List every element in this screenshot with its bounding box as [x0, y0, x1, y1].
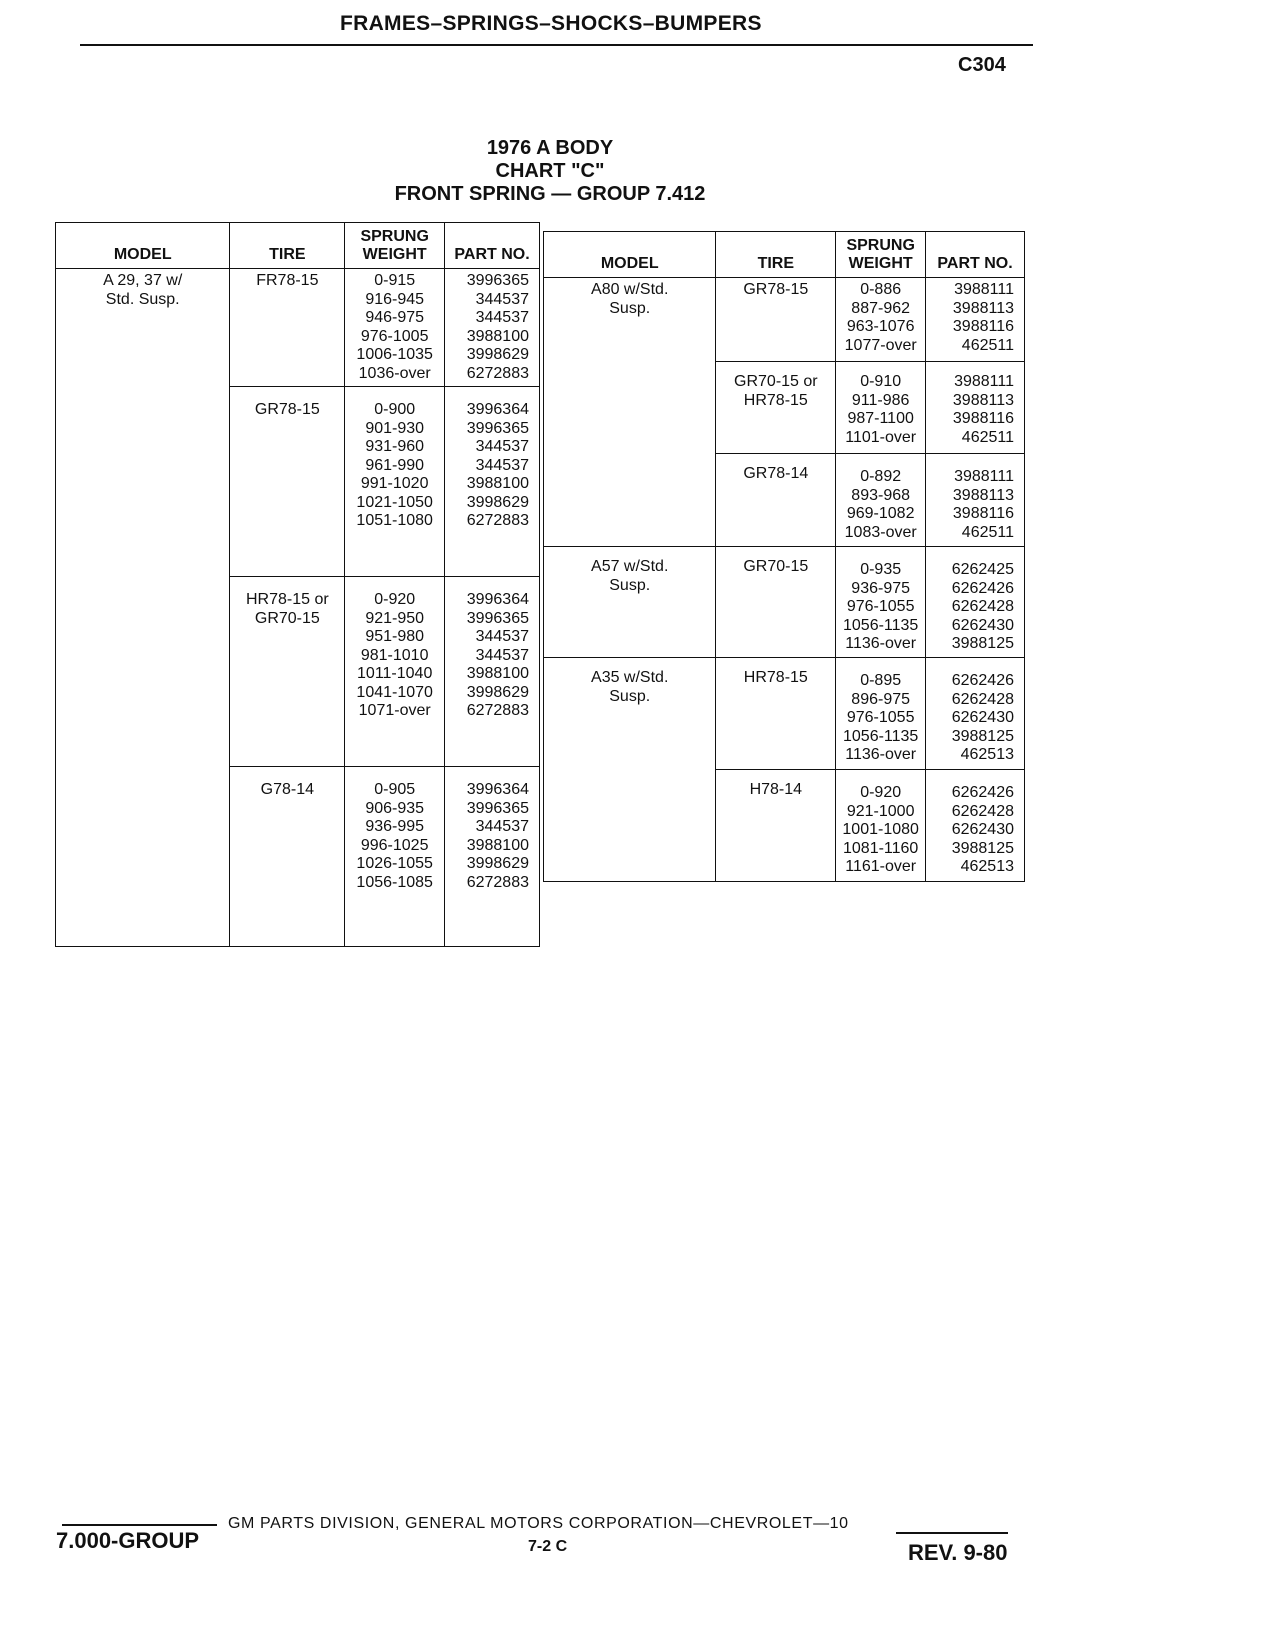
section-title: FRAMES–SPRINGS–SHOCKS–BUMPERS [340, 12, 762, 35]
header-tire: TIRE [230, 223, 345, 269]
weight-cell [345, 577, 445, 767]
sprung-weight: 1136-over [845, 746, 917, 763]
tire-size: GR70-15 or [734, 373, 818, 390]
header-sprung-weight [836, 232, 926, 278]
sprung-weight: 906-935 [365, 799, 425, 817]
sprung-weight: 931-960 [365, 438, 425, 455]
part-number: 3988125 [951, 635, 1014, 652]
sprung-weight: 996-1025 [360, 836, 429, 854]
sprung-weight: 976-1055 [846, 709, 915, 726]
part-number: 3998629 [466, 855, 529, 872]
weight-cell [836, 362, 926, 454]
sprung-weight: 1071-over [358, 702, 431, 719]
header-sprung-label: SPRUNG [846, 237, 915, 254]
part-number: 3988113 [952, 486, 1014, 504]
part-number: 344537 [475, 818, 529, 835]
sprung-weight: 936-975 [851, 579, 911, 597]
sprung-weight: 1101-over [845, 428, 917, 446]
part-number: 462511 [961, 428, 1014, 446]
header-weight-label: WEIGHT [848, 255, 913, 272]
tire-size: GR70-15 [254, 609, 320, 627]
part-number: 3996365 [466, 419, 529, 437]
part-number: 3996365 [466, 609, 529, 627]
model-line: A57 w/Std. [591, 558, 669, 575]
tire-cell [716, 362, 836, 454]
part-number: 462513 [960, 746, 1014, 763]
part-number: 6272883 [466, 702, 529, 719]
part-cell [926, 547, 1025, 658]
header-tire: TIRE [716, 232, 836, 278]
sprung-weight: 1077-over [844, 336, 917, 354]
sprung-weight: 921-1000 [846, 802, 915, 820]
sprung-weight: 901-930 [365, 419, 425, 437]
tire-size: H78-14 [749, 781, 803, 798]
sprung-weight: 0-915 [374, 272, 416, 289]
part-number: 6262426 [951, 579, 1014, 597]
part-number: 6262430 [951, 821, 1014, 838]
model-cell [544, 278, 716, 547]
sprung-weight: 981-1010 [360, 646, 429, 664]
sprung-weight: 1006-1035 [356, 346, 433, 363]
header-sprung-weight [345, 223, 445, 269]
sprung-weight: 1021-1050 [356, 493, 433, 511]
part-number: 6262428 [951, 802, 1014, 820]
sprung-weight: 1001-1080 [842, 821, 919, 838]
header-sprung-label: SPRUNG [360, 228, 429, 245]
sprung-weight: 916-945 [365, 290, 425, 308]
chart-title-line-2: CHART "C" [495, 160, 605, 182]
model-cell [544, 658, 716, 882]
tire-cell [230, 387, 345, 577]
header-part-no: PART NO. [926, 232, 1025, 278]
weight-cell [836, 454, 926, 547]
part-number: 344537 [475, 438, 529, 455]
part-number: 3996364 [466, 401, 529, 418]
sprung-weight: 0-886 [860, 281, 902, 298]
part-number: 3988116 [952, 505, 1014, 522]
footer-group: 7.000-GROUP [56, 1528, 200, 1553]
part-number: 3988116 [952, 318, 1014, 335]
sprung-weight: 946-975 [365, 309, 425, 326]
model-line: Susp. [609, 687, 651, 705]
tire-cell [716, 454, 836, 547]
part-cell [445, 577, 540, 767]
sprung-weight: 0-892 [860, 468, 902, 485]
weight-cell [345, 387, 445, 577]
sprung-weight: 1051-1080 [356, 512, 433, 529]
part-number: 3988113 [952, 299, 1014, 317]
chart-title [340, 137, 760, 206]
footer-corporation: GM PARTS DIVISION, GENERAL MOTORS CORPORATION—CHEVROLET—10 [228, 1515, 849, 1532]
chart-title-line-1: 1976 A BODY [486, 137, 614, 159]
part-number: 3998629 [466, 493, 529, 511]
tire-cell [716, 547, 836, 658]
table-row [56, 269, 540, 387]
header-model: MODEL [544, 232, 716, 278]
chart-title-line-3: FRONT SPRING — GROUP 7.412 [394, 183, 706, 205]
sprung-weight: 936-995 [365, 818, 425, 835]
header-weight-label: WEIGHT [362, 246, 427, 263]
part-cell [445, 387, 540, 577]
part-number: 6262426 [951, 784, 1014, 801]
weight-cell [836, 658, 926, 770]
sprung-weight: 1081-1160 [843, 839, 919, 857]
tire-cell [716, 278, 836, 362]
tire-cell [716, 658, 836, 770]
part-cell [926, 362, 1025, 454]
tire-size: G78-14 [260, 781, 315, 798]
sprung-weight: 921-950 [365, 609, 425, 627]
part-number: 6262430 [951, 709, 1014, 726]
tire-size: GR78-14 [743, 465, 809, 482]
part-number: 3988113 [952, 391, 1014, 409]
part-cell [445, 767, 540, 947]
part-cell [926, 770, 1025, 882]
sprung-weight: 0-910 [860, 373, 902, 390]
page-code: C304 [958, 54, 1006, 76]
sprung-weight: 1136-over [845, 635, 917, 652]
sprung-weight: 887-962 [851, 299, 911, 317]
sprung-weight: 1056-1085 [356, 873, 433, 891]
part-number: 462513 [960, 858, 1014, 875]
tire-size: HR78-15 or [245, 591, 329, 608]
part-number: 3988125 [951, 727, 1014, 745]
tire-cell [230, 767, 345, 947]
part-number: 344537 [475, 456, 529, 474]
part-number: 6262428 [951, 598, 1014, 615]
sprung-weight: 1056-1135 [843, 727, 919, 745]
part-cell [445, 269, 540, 387]
part-number: 462511 [961, 336, 1014, 354]
part-number: 6262428 [951, 690, 1014, 708]
model-cell [56, 269, 230, 947]
weight-cell [836, 547, 926, 658]
sprung-weight: 963-1076 [846, 318, 915, 335]
sprung-weight: 0-920 [374, 591, 416, 608]
sprung-weight: 896-975 [851, 690, 911, 708]
part-number: 6272883 [466, 364, 529, 382]
part-number: 3996364 [466, 591, 529, 608]
part-cell [926, 454, 1025, 547]
footer-revision: REV. 9-80 [908, 1540, 1008, 1565]
part-number: 344537 [475, 309, 529, 326]
part-number: 3988100 [466, 836, 529, 854]
table-row [544, 547, 1025, 658]
part-number: 6262426 [951, 672, 1014, 689]
table-header-row [56, 223, 540, 269]
part-number: 3988100 [466, 327, 529, 345]
part-number: 3988111 [954, 468, 1014, 485]
part-number: 462511 [961, 523, 1014, 541]
model-cell [544, 547, 716, 658]
sprung-weight: 1056-1135 [843, 616, 919, 634]
weight-cell [836, 770, 926, 882]
sprung-weight: 911-986 [851, 391, 910, 409]
tire-size: GR70-15 [743, 558, 809, 575]
tire-cell [230, 577, 345, 767]
sprung-weight: 961-990 [365, 456, 425, 474]
footer-page-ref: 7-2 C [528, 1538, 568, 1555]
part-number: 3998629 [466, 683, 529, 701]
part-number: 3996365 [466, 799, 529, 817]
tire-size: FR78-15 [256, 272, 319, 289]
part-number: 3988125 [951, 839, 1014, 857]
weight-cell [345, 269, 445, 387]
table-row [544, 278, 1025, 362]
sprung-weight: 1011-1040 [357, 665, 433, 682]
part-number: 3988100 [466, 665, 529, 682]
part-number: 3988111 [954, 281, 1014, 298]
sprung-weight: 1041-1070 [356, 683, 433, 701]
sprung-weight: 976-1005 [360, 327, 429, 345]
sprung-weight: 991-1020 [360, 475, 429, 492]
weight-cell [345, 767, 445, 947]
tire-size: HR78-15 [743, 669, 808, 686]
tire-size: GR78-15 [743, 281, 809, 298]
part-number: 3988100 [466, 475, 529, 492]
spring-table-left [55, 222, 540, 947]
part-number: 6262425 [951, 561, 1014, 578]
sprung-weight: 951-980 [365, 628, 425, 645]
footer-rule-right [896, 1532, 1008, 1534]
part-number: 6262430 [951, 616, 1014, 634]
part-number: 3988116 [952, 410, 1014, 427]
part-number: 6272883 [466, 512, 529, 529]
sprung-weight: 0-905 [374, 781, 416, 798]
weight-cell [836, 278, 926, 362]
part-number: 344537 [475, 646, 529, 664]
sprung-weight: 0-895 [860, 672, 902, 689]
sprung-weight: 0-935 [860, 561, 902, 578]
tire-size: GR78-15 [254, 401, 320, 418]
part-number: 344537 [475, 290, 529, 308]
sprung-weight: 1036-over [358, 364, 431, 382]
model-line: A 29, 37 w/ [103, 272, 183, 289]
part-number: 3988111 [954, 373, 1014, 390]
tire-size: HR78-15 [743, 391, 808, 409]
part-number: 344537 [475, 628, 529, 645]
part-number: 3996364 [466, 781, 529, 798]
tire-cell [230, 269, 345, 387]
sprung-weight: 987-1100 [847, 410, 914, 427]
sprung-weight: 0-900 [374, 401, 416, 418]
model-line: Susp. [609, 576, 651, 594]
sprung-weight: 969-1082 [846, 505, 915, 522]
table-row [544, 658, 1025, 770]
model-line: Std. Susp. [105, 290, 180, 308]
footer-rule-left [62, 1524, 217, 1526]
part-number: 6272883 [466, 873, 529, 891]
part-cell [926, 278, 1025, 362]
header-rule [80, 44, 1033, 46]
model-line: Susp. [609, 299, 651, 317]
table-header-row [544, 232, 1025, 278]
sprung-weight: 893-968 [851, 486, 911, 504]
model-line: A80 w/Std. [591, 281, 669, 298]
tire-cell [716, 770, 836, 882]
sprung-weight: 1026-1055 [356, 855, 433, 872]
sprung-weight: 976-1055 [846, 598, 915, 615]
part-cell [926, 658, 1025, 770]
sprung-weight: 1083-over [844, 523, 917, 541]
part-number: 3998629 [466, 346, 529, 363]
sprung-weight: 0-920 [860, 784, 902, 801]
header-model: MODEL [56, 223, 230, 269]
header-part-no: PART NO. [445, 223, 540, 269]
sprung-weight: 1161-over [845, 858, 917, 875]
part-number: 3996365 [466, 272, 529, 289]
spring-table-right [543, 231, 1025, 882]
model-line: A35 w/Std. [591, 669, 669, 686]
